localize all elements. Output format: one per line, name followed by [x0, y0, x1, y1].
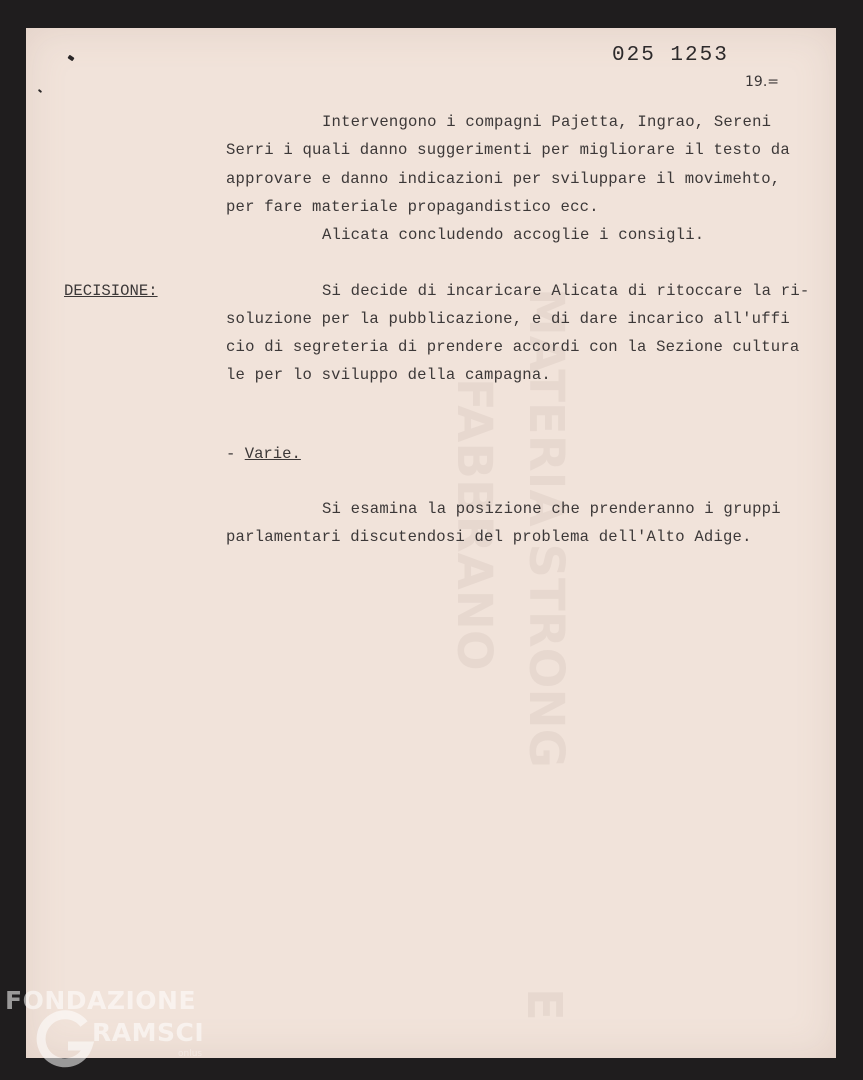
logo-onlus: onlus: [178, 1049, 203, 1059]
text-line: per fare materiale propagandistico ecc.: [226, 198, 599, 216]
watermark-col2: MATERIA STRONG: [518, 288, 574, 769]
logo-text-line1: FONDAZIONE: [5, 986, 197, 1015]
logo-text-line2: RAMSCI: [92, 1018, 205, 1047]
ink-speck: [38, 89, 42, 93]
fondazione-gramsci-logo: [0, 986, 240, 1080]
text-line: le per lo sviluppo della campagna.: [226, 366, 551, 384]
text-line: parlamentari discutendosi del problema dell'Alto Adige.: [226, 528, 752, 546]
paper-sheet: [26, 28, 836, 1058]
gramsci-g-icon: [36, 1010, 96, 1070]
paper-watermark: [410, 268, 610, 1080]
decisione-label: DECISIONE:: [64, 282, 158, 300]
text-line: Serri i quali danno suggerimenti per migliorare il testo da: [226, 141, 790, 159]
watermark-col1: FABBRANO: [446, 378, 502, 671]
text-line: Si esamina la posizione che prenderanno i gruppi: [322, 500, 781, 518]
ink-speck: [67, 55, 74, 62]
watermark-col3: E: [516, 988, 572, 1021]
varie-label: Varie.: [244, 445, 301, 463]
archive-id: 025 1253: [612, 44, 729, 67]
page-number: 19.=: [745, 74, 779, 90]
text-line: Intervengono i compagni Pajetta, Ingrao, Sereni: [322, 113, 772, 131]
text-line: approvare e danno indicazioni per sviluppare il movimehto,: [226, 170, 781, 188]
text-line: cio di segreteria di prendere accordi con la Sezione cultura: [226, 338, 800, 356]
varie-dash: -: [226, 445, 245, 463]
text-line: Alicata concludendo accoglie i consigli.: [322, 226, 705, 244]
varie-heading: [226, 445, 301, 463]
text-line: Si decide di incaricare Alicata di ritoccare la ri-: [322, 282, 810, 300]
text-line: soluzione per la pubblicazione, e di dare incarico all'uffi: [226, 310, 790, 328]
